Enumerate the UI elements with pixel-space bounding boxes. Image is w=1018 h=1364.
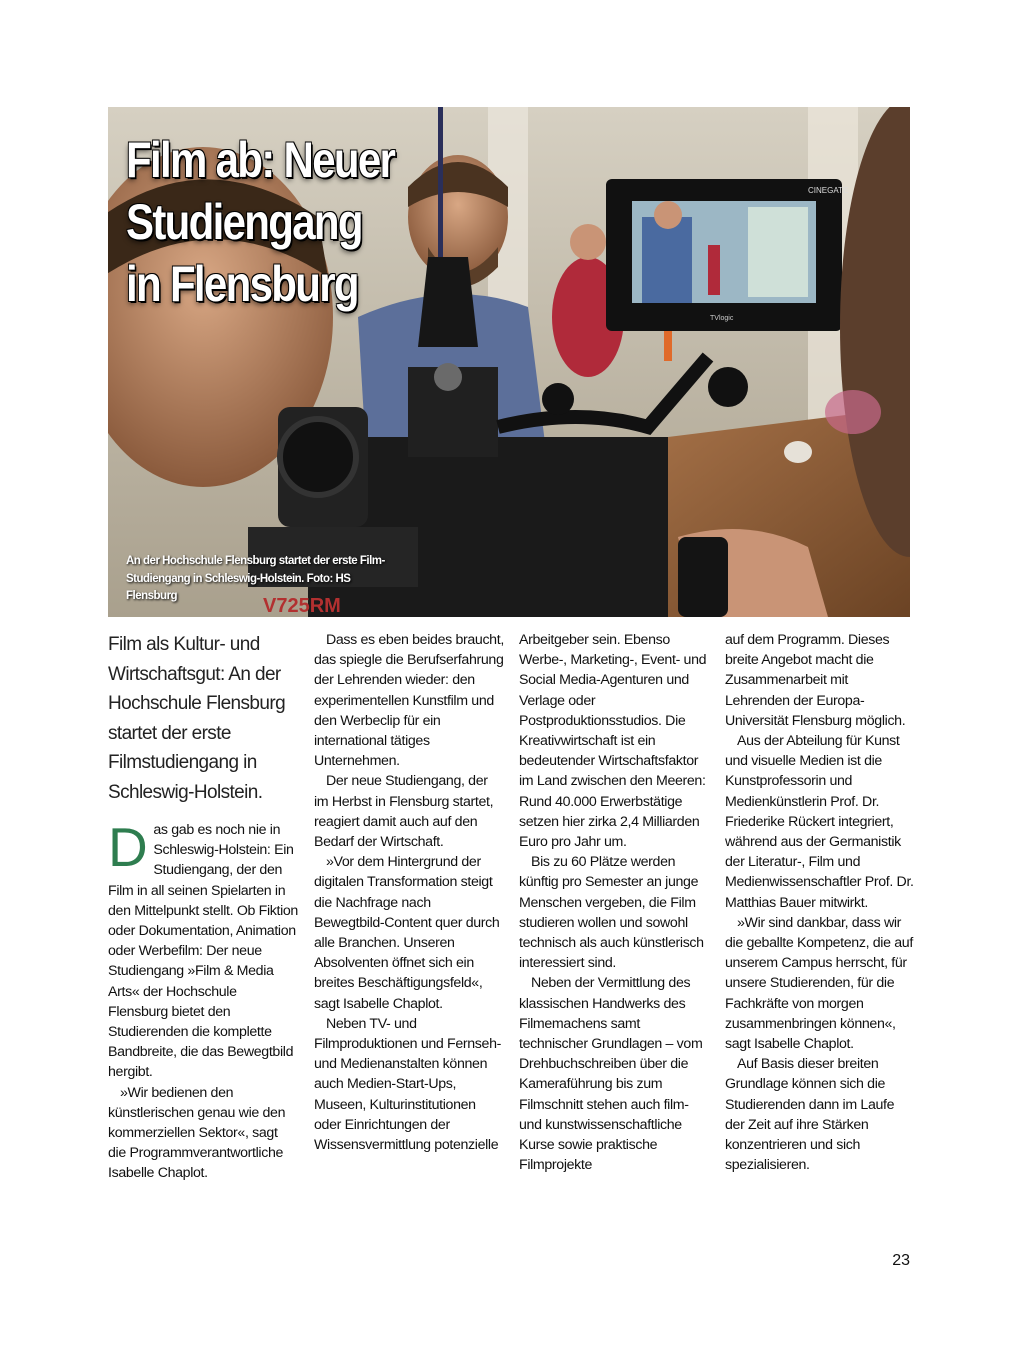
hero-photo (108, 107, 910, 617)
paragraph: Arbeitgeber sein. Ebenso Werbe-, Marketing-, Event- und Social Media-Agenturen und Verlage oder Postproduktionsstudios. Die Kreativwirtschaft ist ein bedeutender Wirtschaftsfaktor im Land zwischen den Meeren: Rund 40.000 Erwerbstätige setzen hier zirka 2,4 Milliarden Euro pro Jahr um. (519, 632, 707, 851)
monitor-model: TVlogic (710, 315, 734, 322)
paragraph: »Wir bedienen den künstlerischen genau wie den kommerziellen Sektor«, sagt die Programmverantwortliche Isabelle Chaplot. (108, 1084, 286, 1182)
paragraph: Neben TV- und Filmproduktionen und Fernseh- und Medienanstalten können auch Medien-Start-Ups, Museen, Kulturinstitutionen oder Einrichtungen der Wissensvermittlung potenzielle (314, 1015, 501, 1154)
headline-line-1: Film ab: Neuer (126, 132, 395, 188)
article-column-2 (314, 630, 504, 1155)
article-column-1 (108, 816, 298, 1184)
paragraph: »Wir sind dankbar, dass wir die geballte Kompetenz, die auf unserem Campus herrscht, für unsere Studierenden, für die Fachkräfte von morgen zusammenbringen können«, sagt Isabelle Chaplot. (725, 914, 913, 1053)
headline-line-3: in Flensburg (126, 256, 358, 312)
paragraph: Auf Basis dieser breiten Grundlage können sich die Studierenden dann im Laufe der Zeit auf ihre Stärken konzentrieren und sich spezialisieren. (725, 1056, 895, 1174)
photo-caption: An der Hochschule Flensburg startet der erste Film-Studiengang in Schleswig-Holstein. Foto: HS Flensburg (126, 555, 385, 602)
article-headline (126, 129, 394, 315)
paragraph: Bis zu 60 Plätze werden künftig pro Semester an junge Menschen vergeben, die Film studieren wollen und sowohl technisch als auch künstlerisch interessiert sind. (519, 854, 704, 972)
dropcap: D (108, 816, 148, 878)
article-intro: Film als Kultur- und Wirtschaftsgut: An der Hochschule Flensburg startet der erste Filmstudiengang in Schleswig-Holstein. (108, 634, 286, 803)
paragraph: Dass es eben beides braucht, das spiegle die Berufserfahrung der Lehrenden wieder: den experimentellen Kunstfilm und den Werbeclip für ein international tätiges Unternehmen. (314, 632, 504, 770)
paragraph: »Vor dem Hintergrund der digitalen Transformation steigt die Nachfrage nach Bewegtbild-Content quer durch alle Branchen. Unseren Absolventen öffnet sich ein breites Beschäftigungsfeld«, sagt Isabelle Chaplot. (314, 854, 500, 1012)
svg-text:V725RM: V725RM (263, 595, 341, 617)
paragraph: Der neue Studiengang, der im Herbst in Flensburg startet, reagiert damit auch auf den Bedarf der Wirtschaft. (314, 773, 494, 851)
paragraph-text: as gab es noch nie in Schleswig-Holstein: Ein Studiengang, der den Film in all seinen Spielarten in den Mittelpunkt stellt. Ob Fiktion oder Dokumentation, Animation oder Werbefilm: Der neue Studiengang »Film & Media Arts« der Hochschule Flensburg bietet den Studierenden die komplette Bandbreite, die das Bewegtbild hergibt. (108, 822, 298, 1081)
headline-line-2: Studiengang (126, 194, 362, 250)
paragraph: Neben der Vermittlung des klassischen Handwerks des Filmemachens samt technischer Grundlagen – vom Drehbuchschreiben über die Kameraführung bis zum Filmschnitt stehen auch film- und kunstwissenschaftliche Kurse sowie praktische Filmprojekte (519, 975, 703, 1174)
page-number: 23 (892, 1252, 910, 1269)
article-column-3 (519, 630, 709, 1175)
paragraph: Aus der Abteilung für Kunst und visuelle Medien ist die Kunstprofessorin und Medienkünstlerin Prof. Dr. Friederike Rückert integriert, während aus der Germanistik der Literatur-, Film und Medienwissenschaftler Prof. Dr. Matthias Bauer mitwirkt. (725, 733, 914, 911)
paragraph: auf dem Programm. Dieses breite Angebot macht die Zusammenarbeit mit Lehrenden der Europa-Universität Flensburg möglich. (725, 632, 906, 729)
article-column-4 (725, 630, 915, 1175)
paragraph (108, 816, 298, 1083)
monitor-brand: CINEGATE (808, 186, 849, 195)
